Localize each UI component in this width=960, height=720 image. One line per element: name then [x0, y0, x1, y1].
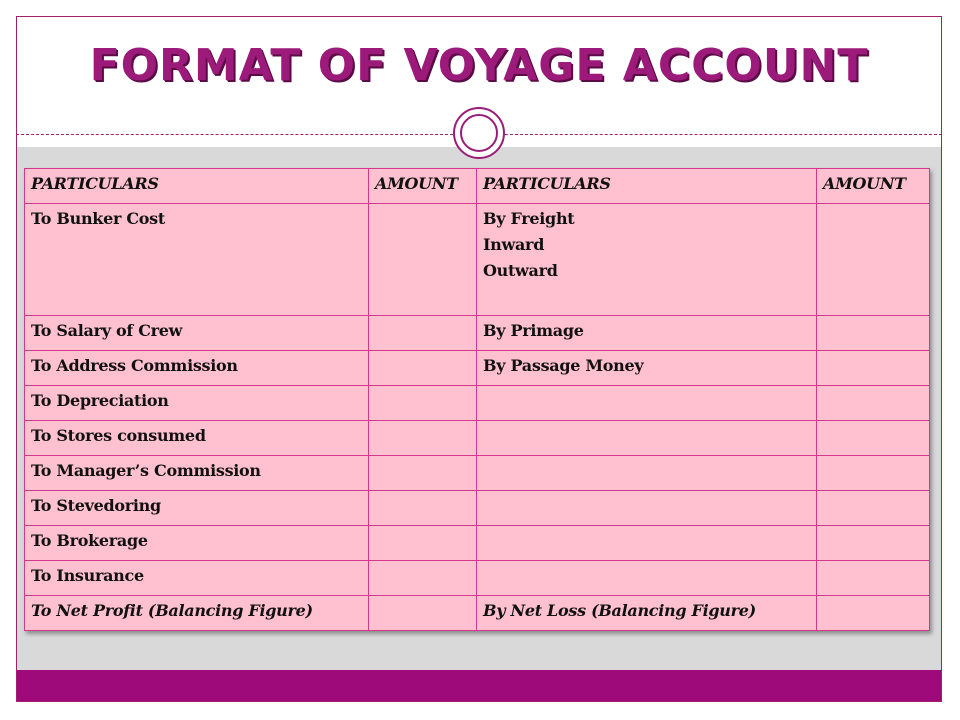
credit-particular	[477, 491, 817, 526]
debit-amount	[369, 526, 477, 561]
credit-particular: By Net Loss (Balancing Figure)	[477, 596, 817, 631]
debit-amount	[369, 421, 477, 456]
credit-amount	[817, 561, 930, 596]
credit-amount	[817, 316, 930, 351]
slide-title: FORMAT OF VOYAGE ACCOUNT	[89, 40, 869, 91]
debit-particular: To Manager’s Commission	[25, 456, 369, 491]
table-row	[25, 456, 930, 491]
header-particulars-credit: PARTICULARS	[477, 169, 817, 204]
credit-amount	[817, 204, 930, 316]
debit-particular: To Insurance	[25, 561, 369, 596]
debit-amount	[369, 351, 477, 386]
credit-line: By Freight	[483, 209, 575, 228]
credit-particular	[477, 386, 817, 421]
debit-particular: To Bunker Cost	[25, 204, 369, 316]
table-row	[25, 596, 930, 631]
debit-amount	[369, 596, 477, 631]
table-row	[25, 421, 930, 456]
credit-amount	[817, 526, 930, 561]
credit-amount	[817, 596, 930, 631]
debit-particular: To Net Profit (Balancing Figure)	[25, 596, 369, 631]
debit-particular: To Salary of Crew	[25, 316, 369, 351]
header-amount-credit: AMOUNT	[817, 169, 930, 204]
credit-particular: By Primage	[477, 316, 817, 351]
header-particulars-debit: PARTICULARS	[25, 169, 369, 204]
debit-particular: To Address Commission	[25, 351, 369, 386]
debit-amount	[369, 491, 477, 526]
table-row	[25, 561, 930, 596]
debit-particular: To Brokerage	[25, 526, 369, 561]
credit-amount	[817, 386, 930, 421]
credit-line: Outward	[483, 261, 558, 280]
credit-particular	[477, 456, 817, 491]
circle-ornament-icon	[453, 107, 505, 159]
credit-amount	[817, 421, 930, 456]
table-row	[25, 204, 930, 316]
header-amount-debit: AMOUNT	[369, 169, 477, 204]
credit-amount	[817, 351, 930, 386]
voyage-account-table	[24, 168, 930, 631]
table-row	[25, 351, 930, 386]
debit-amount	[369, 316, 477, 351]
credit-particular	[477, 421, 817, 456]
table-row	[25, 316, 930, 351]
credit-particular: By Passage Money	[477, 351, 817, 386]
table-row	[25, 491, 930, 526]
table-row	[25, 526, 930, 561]
debit-particular: To Depreciation	[25, 386, 369, 421]
table-row	[25, 386, 930, 421]
debit-amount	[369, 561, 477, 596]
footer-bar	[17, 670, 941, 701]
credit-amount	[817, 456, 930, 491]
credit-particular	[477, 561, 817, 596]
debit-amount	[369, 456, 477, 491]
debit-amount	[369, 386, 477, 421]
debit-amount	[369, 204, 477, 316]
credit-amount	[817, 491, 930, 526]
credit-particular	[477, 204, 817, 316]
debit-particular: To Stores consumed	[25, 421, 369, 456]
credit-line: Inward	[483, 235, 545, 254]
credit-particular	[477, 526, 817, 561]
debit-particular: To Stevedoring	[25, 491, 369, 526]
table-header-row	[25, 169, 930, 204]
